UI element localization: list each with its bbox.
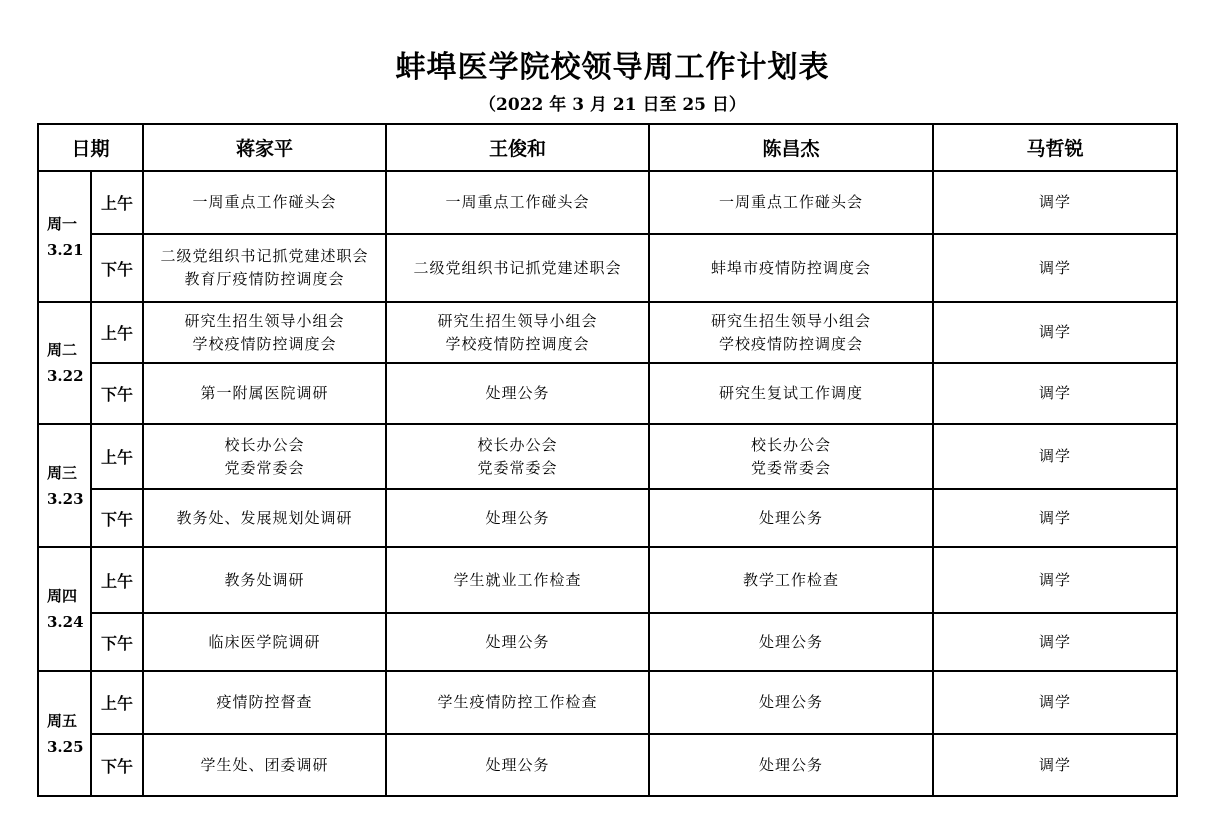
activity-text: 二级党组织书记抓党建述职会 bbox=[413, 258, 622, 277]
schedule-cell bbox=[386, 424, 649, 489]
activity-text: 教育厅疫情防控调度会 bbox=[184, 270, 345, 288]
schedule-cell bbox=[649, 613, 933, 671]
schedule-cell bbox=[143, 734, 386, 796]
activity-text: 学生就业工作检查 bbox=[453, 570, 582, 589]
schedule-cell bbox=[143, 171, 386, 234]
activity-text: 校长办公会 bbox=[751, 435, 832, 454]
activity-text: 党委常委会 bbox=[224, 458, 305, 477]
day-cell bbox=[38, 547, 91, 671]
schedule-row bbox=[38, 671, 1177, 734]
schedule-cell bbox=[933, 302, 1177, 363]
activity-text: 调学 bbox=[1039, 570, 1072, 589]
activity-text: 处理公务 bbox=[485, 755, 550, 774]
schedule-row bbox=[38, 613, 1177, 671]
schedule-cell bbox=[386, 613, 649, 671]
activity-text: 党委常委会 bbox=[477, 458, 558, 477]
schedule-cell bbox=[933, 363, 1177, 424]
schedule-cell bbox=[933, 547, 1177, 613]
schedule-cell bbox=[386, 363, 649, 424]
day-name: 周三 bbox=[47, 463, 78, 482]
day-name: 周一 bbox=[47, 214, 78, 233]
schedule-row bbox=[38, 734, 1177, 796]
schedule-cell bbox=[386, 171, 649, 234]
header-row bbox=[38, 124, 1177, 171]
morning-label: 上午 bbox=[91, 302, 143, 363]
schedule-row bbox=[38, 489, 1177, 547]
activity-text: 一周重点工作碰头会 bbox=[192, 193, 337, 211]
schedule-cell bbox=[933, 234, 1177, 302]
schedule-cell bbox=[649, 234, 933, 302]
day-name: 周四 bbox=[47, 587, 78, 605]
morning-label: 上午 bbox=[91, 547, 143, 613]
activity-text: 处理公务 bbox=[485, 384, 550, 402]
schedule-cell bbox=[143, 424, 386, 489]
schedule-cell bbox=[933, 424, 1177, 489]
activity-text: 调学 bbox=[1039, 323, 1072, 341]
schedule-cell bbox=[143, 489, 386, 547]
activity-text: 学校疫情防控调度会 bbox=[719, 334, 864, 353]
schedule-cell bbox=[933, 671, 1177, 734]
activity-text: 处理公务 bbox=[759, 755, 824, 774]
schedule-cell bbox=[143, 613, 386, 671]
schedule-row bbox=[38, 171, 1177, 234]
activity-text: 第一附属医院调研 bbox=[200, 384, 329, 402]
morning-label: 上午 bbox=[91, 424, 143, 489]
activity-text: 学生处、团委调研 bbox=[200, 755, 329, 774]
day-date: 3.24 bbox=[47, 613, 84, 631]
activity-text: 调学 bbox=[1039, 508, 1072, 527]
activity-text: 调学 bbox=[1039, 384, 1072, 402]
activity-text: 处理公务 bbox=[485, 632, 550, 651]
day-date: 3.25 bbox=[47, 737, 84, 756]
activity-text: 疫情防控督查 bbox=[216, 693, 313, 711]
activity-text: 学生疫情防控工作检查 bbox=[437, 693, 598, 711]
schedule-cell bbox=[386, 734, 649, 796]
day-cell bbox=[38, 671, 91, 796]
schedule-cell bbox=[143, 234, 386, 302]
afternoon-label: 下午 bbox=[91, 613, 143, 671]
schedule-cell bbox=[649, 424, 933, 489]
activity-text: 校长办公会 bbox=[224, 435, 305, 454]
activity-text: 蚌埠市疫情防控调度会 bbox=[711, 258, 872, 277]
schedule-cell bbox=[143, 302, 386, 363]
header-leader-1: 蒋家平 bbox=[143, 124, 386, 171]
activity-text: 研究生招生领导小组会 bbox=[437, 311, 598, 330]
schedule-row bbox=[38, 424, 1177, 489]
activity-text: 调学 bbox=[1039, 193, 1072, 211]
schedule-table bbox=[37, 123, 1178, 797]
day-date: 3.23 bbox=[47, 489, 84, 508]
page-title: 蚌埠医学院校领导周工作计划表 bbox=[395, 50, 830, 85]
schedule-cell bbox=[649, 734, 933, 796]
activity-text: 调学 bbox=[1039, 447, 1072, 465]
day-cell bbox=[38, 302, 91, 424]
activity-text: 教务处调研 bbox=[224, 570, 305, 589]
morning-label: 上午 bbox=[91, 171, 143, 234]
day-cell bbox=[38, 424, 91, 547]
activity-text: 临床医学院调研 bbox=[208, 632, 321, 651]
activity-text: 学校疫情防控调度会 bbox=[192, 334, 337, 353]
schedule-cell bbox=[649, 363, 933, 424]
schedule-cell bbox=[933, 613, 1177, 671]
schedule-cell bbox=[933, 734, 1177, 796]
day-date: 3.22 bbox=[47, 367, 84, 385]
schedule-cell bbox=[649, 302, 933, 363]
afternoon-label: 下午 bbox=[91, 363, 143, 424]
schedule-cell bbox=[386, 302, 649, 363]
schedule-cell bbox=[649, 547, 933, 613]
afternoon-label: 下午 bbox=[91, 489, 143, 547]
activity-text: 教学工作检查 bbox=[743, 570, 840, 589]
morning-label: 上午 bbox=[91, 671, 143, 734]
header-leader-2: 王俊和 bbox=[386, 124, 649, 171]
schedule-cell bbox=[143, 363, 386, 424]
schedule-row bbox=[38, 234, 1177, 302]
activity-text: 研究生复试工作调度 bbox=[719, 384, 864, 402]
afternoon-label: 下午 bbox=[91, 234, 143, 302]
schedule-cell bbox=[143, 671, 386, 734]
page-subtitle: （2022 年 3 月 21 日至 25 日） bbox=[479, 95, 746, 115]
schedule-cell bbox=[649, 489, 933, 547]
schedule-cell bbox=[933, 171, 1177, 234]
activity-text: 党委常委会 bbox=[751, 458, 832, 477]
activity-text: 调学 bbox=[1039, 258, 1072, 277]
activity-text: 研究生招生领导小组会 bbox=[184, 311, 345, 330]
header-leader-3: 陈昌杰 bbox=[649, 124, 933, 171]
schedule-cell bbox=[386, 489, 649, 547]
schedule-body bbox=[38, 171, 1177, 796]
activity-text: 二级党组织书记抓党建述职会 bbox=[160, 247, 369, 265]
day-name: 周五 bbox=[47, 711, 78, 730]
schedule-cell bbox=[386, 671, 649, 734]
activity-text: 调学 bbox=[1039, 632, 1072, 651]
day-cell bbox=[38, 171, 91, 302]
activity-text: 处理公务 bbox=[759, 693, 824, 711]
activity-text: 一周重点工作碰头会 bbox=[445, 193, 590, 211]
afternoon-label: 下午 bbox=[91, 734, 143, 796]
schedule-cell bbox=[933, 489, 1177, 547]
schedule-row bbox=[38, 302, 1177, 363]
activity-text: 教务处、发展规划处调研 bbox=[176, 508, 353, 527]
day-date: 3.21 bbox=[47, 240, 84, 259]
activity-text: 调学 bbox=[1039, 693, 1072, 711]
schedule-cell bbox=[649, 671, 933, 734]
activity-text: 校长办公会 bbox=[477, 435, 558, 454]
activity-text: 一周重点工作碰头会 bbox=[719, 193, 864, 211]
activity-text: 调学 bbox=[1039, 755, 1072, 774]
activity-text: 学校疫情防控调度会 bbox=[445, 334, 590, 353]
schedule-cell bbox=[386, 547, 649, 613]
schedule-cell bbox=[386, 234, 649, 302]
header-leader-4: 马哲锐 bbox=[933, 124, 1177, 171]
header-date: 日期 bbox=[38, 124, 143, 171]
activity-text: 处理公务 bbox=[485, 508, 550, 527]
schedule-cell bbox=[143, 547, 386, 613]
day-name: 周二 bbox=[47, 341, 78, 359]
schedule-row bbox=[38, 547, 1177, 613]
activity-text: 处理公务 bbox=[759, 508, 824, 527]
activity-text: 处理公务 bbox=[759, 632, 824, 651]
activity-text: 研究生招生领导小组会 bbox=[711, 311, 872, 330]
schedule-cell bbox=[649, 171, 933, 234]
schedule-row bbox=[38, 363, 1177, 424]
